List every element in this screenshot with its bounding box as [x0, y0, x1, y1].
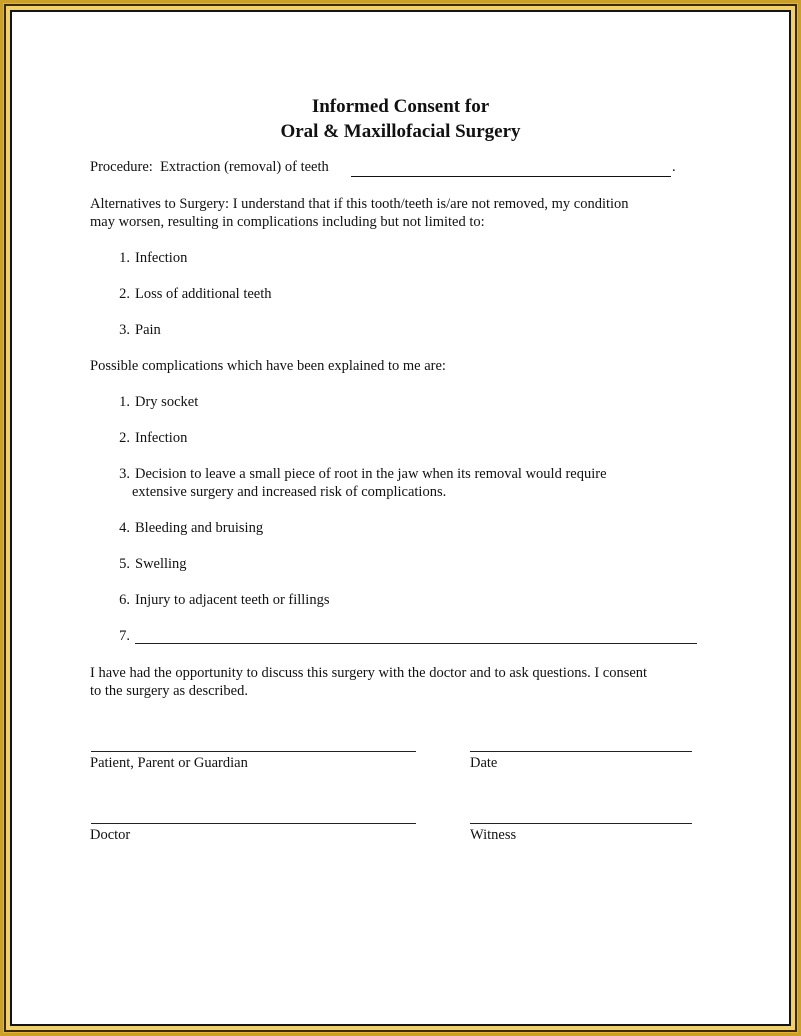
- consent-form-page: [10, 10, 791, 1026]
- complications-intro: Possible complications which have been explained to me are:: [90, 358, 446, 374]
- alternatives-line-2: may worsen, resulting in complications including but not limited to:: [90, 214, 485, 230]
- date-label: Date: [470, 755, 498, 771]
- doctor-signature-line[interactable]: [91, 823, 416, 824]
- list-item: 7.: [119, 628, 130, 644]
- procedure-period: .: [672, 159, 676, 175]
- consent-line-1: I have had the opportunity to discuss this surgery with the doctor and to ask questions. I consent: [90, 665, 648, 681]
- patient-signature-line[interactable]: [91, 751, 416, 752]
- list-item: 3. Pain: [119, 322, 161, 338]
- list-item: 2. Loss of additional teeth: [119, 286, 272, 302]
- list-item: 6. Injury to adjacent teeth or fillings: [119, 592, 330, 608]
- list-item-continuation: extensive surgery and increased risk of complications.: [132, 484, 447, 500]
- list-item: 5. Swelling: [119, 556, 187, 572]
- procedure-label: Procedure:: [90, 159, 153, 175]
- title-line-2: Oral & Maxillofacial Surgery: [280, 121, 521, 142]
- list-item: 1. Dry socket: [119, 394, 199, 410]
- procedure-text: Extraction (removal) of teeth: [160, 159, 329, 175]
- consent-line-2: to the surgery as described.: [90, 683, 248, 699]
- procedure-fill-line[interactable]: [351, 176, 671, 177]
- title-line-1: Informed Consent for: [311, 96, 490, 117]
- witness-signature-line[interactable]: [470, 823, 692, 824]
- list-item: 4. Bleeding and bruising: [119, 520, 264, 536]
- alternatives-line-1: Alternatives to Surgery: I understand that if this tooth/teeth is/are not removed, my condition: [90, 196, 629, 212]
- procedure-row: [90, 158, 329, 176]
- other-complication-fill-line[interactable]: [135, 643, 697, 644]
- doctor-signature-label: Doctor: [90, 827, 131, 843]
- date-signature-line[interactable]: [470, 751, 692, 752]
- patient-signature-label: Patient, Parent or Guardian: [90, 755, 248, 771]
- witness-signature-label: Witness: [470, 827, 517, 843]
- list-item: 1. Infection: [119, 250, 188, 266]
- list-item: 3. Decision to leave a small piece of root in the jaw when its removal would require: [119, 466, 607, 482]
- list-item: 2. Infection: [119, 430, 188, 446]
